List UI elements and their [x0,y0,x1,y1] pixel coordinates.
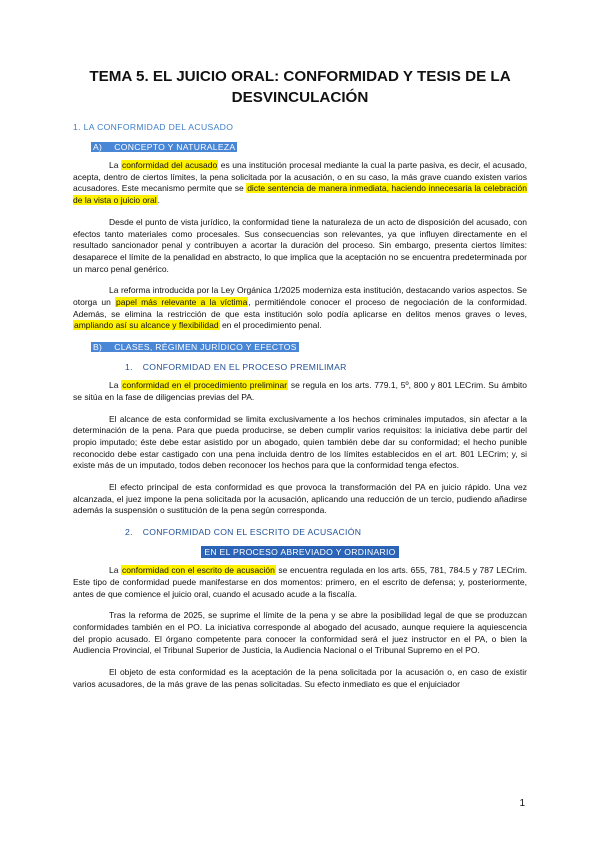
item-2-label: CONFORMIDAD CON EL ESCRITO DE ACUSACIÓN [142,527,362,538]
paragraph-preliminar-2: El alcance de esta conformidad se limita exclusivamente a los hechos criminales imputados, sin afectar a la determinación de la pena. Para que pueda producirse, se deben cumplir varios requisitos: la iniciativa debe partir del propio imputado; éste debe estar asistido por un abogado, quien también debe dar su conformidad; el hecho punible reconocido debe estar castigado con una pena incluida dentro de los límites establecidos en el art. 801 LECrim; y, si existe más de un imputado, todos deben reconocer los hechos para que la conformidad tenga efectos. [73,413,527,471]
title-line-2: DESVINCULACIÓN [231,89,369,106]
subsection-b-letter: B) [93,342,103,353]
text-run: La [109,160,121,170]
text-run: , permitiéndole conocer el proceso de negociación de la conformidad. Además, se elimina la restricción de que esta institución solo podía aplicarse en delitos menos graves o leves, [73,297,527,319]
subsection-a-label: CONCEPTO Y NATURALEZA [114,142,236,152]
text-run: La reforma introducida por la Ley Orgánica 1/2025 moderniza esta institución, destacando varios aspectos. Se otorga un [73,285,527,308]
subsection-a-letter: A) [93,142,103,152]
text-run: La [109,380,122,391]
highlight-dicte-sentencia: dicte sentencia de manera inmediata, haciendo innecesaria la celebración de la vista o juicio oral [73,183,527,206]
page-number: 1 [519,798,525,809]
subsection-a-heading [91,142,527,152]
paragraph-preliminar-3: El efecto principal de esta conformidad es que provoca la transformación del PA en juicio rápido. Una vez alcanzada, el juez impone la pena solicitada por la acusación, aplicando una reducción de un tercio, pudiendo añadirse además la suspensión o sustitución de la pena según corresponda. [73,482,527,516]
proceso-abreviado-band [73,547,527,557]
text-run: La [109,565,122,576]
highlight-conformidad-del-acusado: conformidad del acusado [121,160,218,170]
document-page [73,66,527,691]
document-title [73,66,527,108]
subsection-b-heading [91,342,527,352]
paragraph-acusacion-3: El objeto de esta conformidad es la aceptación de la pena solicitada por la acusación o, en caso de existir varios acusadores, de la más grave de las penas solicitadas. Su efecto inmediato es que el enjuiciador [73,667,527,689]
subsection-a-band [91,142,237,152]
paragraph-concepto-3 [73,285,527,332]
item-2-heading [125,527,527,537]
paragraph-concepto-1 [73,160,527,207]
text-run: es una institución procesal mediante la cual la parte pasiva, es decir, el acusado, acepta, dentro de ciertos límites, la pena solicitada por la acusación, o en su caso, la más grave cuando existen varios acusadores. Este mecanismo permite que se [73,160,527,194]
highlight-ampliando-alcance: ampliando así su alcance y flexibilidad [74,320,219,331]
paragraph-acusacion-2: Tras la reforma de 2025, se suprime el límite de la pena y se abre la posibilidad legal de que se produzcan conformidades también en el PO. La iniciativa corresponde al abogado del acusado, aunque requiere la aquiescencia del propio acusado. El órgano competente para conocer la conformidad será el juez instructor en el PA, o bien la Audiencia Provincial, el Tribunal Superior de Justicia, la Audiencia Nacional o el Tribunal Supremo en el PO. [73,610,527,656]
text-run: . [157,195,161,206]
item-1-label: CONFORMIDAD EN EL PROCESO PREMILIMAR [142,362,347,373]
subsection-b-label: CLASES, RÉGIMEN JURÍDICO Y EFECTOS [114,342,297,353]
paragraph-preliminar-1 [73,380,527,403]
item-2-number: 2. [125,527,133,538]
paragraph-concepto-2: Desde el punto de vista jurídico, la conformidad tiene la naturaleza de un acto de disposición del acusado, con efectos tanto materiales como procesales. Sus consecuencias son relevantes, ya que influyen directamente en el resultado sancionador penal y contribuyen a acortar la duración del proceso. Sin embargo, presenta ciertos límites: desaparece el límite de la penalidad en abstracto, lo que implica que la aceptación no se encuentra predeterminada por un marco penal genérico. [73,216,527,274]
highlight-papel-victima: papel más relevante a la víctima [116,297,248,308]
text-run: se regula en los arts. 779.1, 5º, 800 y 801 LECrim. Su ámbito se sitúa en la fase de diligencias previas del PA. [73,380,528,402]
paragraph-acusacion-1 [73,565,527,600]
text-run: en el procedimiento penal. [219,320,322,331]
proceso-abreviado-label: EN EL PROCESO ABREVIADO Y ORDINARIO [201,546,398,558]
item-1-number: 1. [125,362,133,373]
section-1-heading: 1. LA CONFORMIDAD DEL ACUSADO [73,122,234,132]
title-line-1: TEMA 5. EL JUICIO ORAL: CONFORMIDAD Y TESIS DE LA [89,68,511,85]
subsection-b-band [91,342,299,352]
highlight-conformidad-escrito: conformidad con el escrito de acusación [122,565,275,576]
text-run: se encuentra regulada en los arts. 655, 781, 784.5 y 787 LECrim. Este tipo de conformidad puede manifestarse en dos momentos: primero, en el escrito de defensa; y, posteriormente, antes de que comience el juicio oral, cuando el acusado acude a la fiscalía. [73,565,528,599]
highlight-conformidad-preliminar: conformidad en el procedimiento preliminar [122,380,288,391]
item-1-heading [125,362,527,372]
